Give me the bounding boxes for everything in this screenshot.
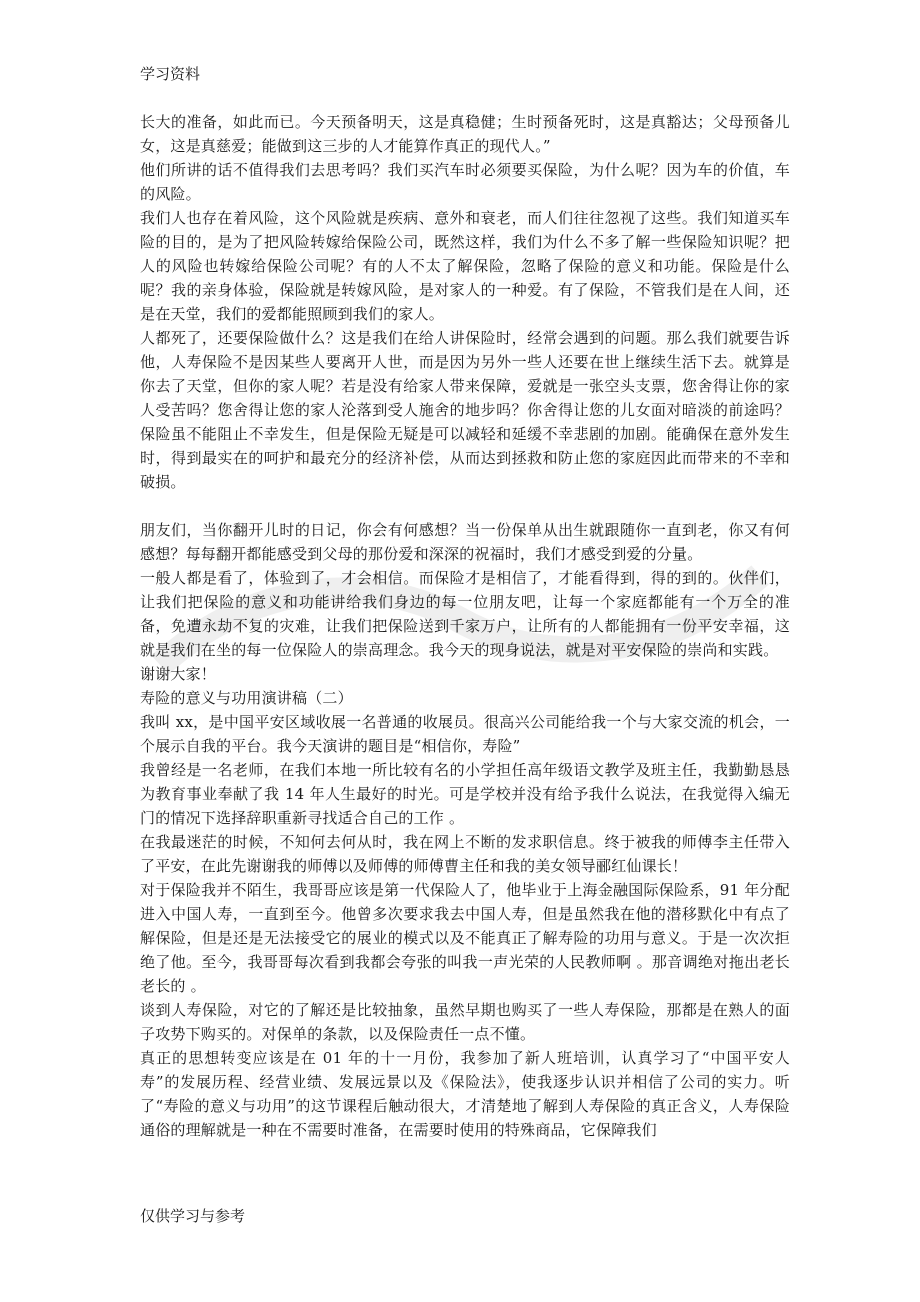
paragraph: 人都死了，还要保险做什么？这是我们在给人讲保险时，经常会遇到的问题。那么我们就要告诉他，人寿保险不是因某些人要离开人世，而是因为另外一些人还要在世上继续生活下去。就算是你去了天堂，但你的家人呢？若是没有给家人带来保障，爱就是一张空头支票，您舍得让你的家人受苦吗？您舍得让您的家人沦落到受人施舍的地步吗？你舍得让您的儿女面对暗淡的前途吗？保险虽不能阻止不幸发生，但是保险无疑是可以减轻和延缓不幸悲剧的加剧。能确保在意外发生时，得到最实在的呵护和最充分的经济补偿，从而达到拯救和防止您的家庭因此而带来的不幸和破损。 <box>140 329 790 491</box>
page-header: 学习资料 <box>140 65 201 83</box>
document-body <box>140 110 790 1142</box>
paragraph: 一般人都是看了，体验到了，才会相信。而保险才是相信了，才能看得到，得的到的。伙伴们，让我们把保险的意义和功能讲给我们身边的每一位朋友吧，让每一个家庭都能有一个万全的准备，免遭永劫不复的灾难，让我们把保险送到千家万户，让所有的人都能拥有一份平安幸福，这就是我们在坐的每一位保险人的崇高理念。我今天的现身说法，就是对平安保险的崇尚和实践。 <box>140 569 790 659</box>
paragraph: 真正的思想转变应该是在 01 年的十一月份，我参加了新人班培训，认真学习了“中国平安人寿”的发展历程、经营业绩、发展远景以及《保险法》，使我逐步认识并相信了公司的实力。听了“寿险的意义与功用”的这节课程后触动很大，才清楚地了解到人寿保险的真正含义，人寿保险通俗的理解就是一种在不需要时准备，在需要时使用的特殊商品，它保障我们 <box>140 1049 790 1139</box>
paragraph-gap <box>140 494 790 518</box>
paragraph: 朋友们，当你翻开儿时的日记，你会有何感想？当一份保单从出生就跟随你一直到老，你又有何感想？每每翻开都能感受到父母的那份爱和深深的祝福时，我们才感受到爱的分量。 <box>140 521 790 563</box>
section-title: 寿险的意义与功用演讲稿（二） <box>140 689 353 707</box>
page-footer: 仅供学习与参考 <box>140 1207 246 1225</box>
paragraph: 他们所讲的话不值得我们去思考吗？我们买汽车时必须要买保险，为什么呢？因为车的价值，车的风险。 <box>140 161 790 203</box>
paragraph: 对于保险我并不陌生，我哥哥应该是第一代保险人了，他毕业于上海金融国际保险系，91 年分配进入中国人寿，一直到至今。他曾多次要求我去中国人寿，但是虽然我在他的潜移默化中有点了解保险，但是还是无法接受它的展业的模式以及不能真正了解寿险的功用与意义。于是一次次拒绝了他。至今，我哥哥每次看到我都会夸张的叫我一声光荣的人民教师啊 。那音调绝对拖出老长老长的 。 <box>140 881 790 995</box>
paragraph: 长大的准备，如此而已。今天预备明天，这是真稳健；生时预备死时，这是真豁达；父母预备儿女，这是真慈爱；能做到这三步的人才能算作真正的现代人。” <box>140 113 790 155</box>
paragraph: 在我最迷茫的时候，不知何去何从时，我在网上不断的发求职信息。终于被我的师傅李主任带入了平安，在此先谢谢我的师傅以及师傅的师傅曹主任和我的美女领导郦红仙课长！ <box>140 833 790 875</box>
paragraph: 谈到人寿保险，对它的了解还是比较抽象，虽然早期也购买了一些人寿保险，那都是在熟人的面子攻势下购买的。对保单的条款，以及保险责任一点不懂。 <box>140 1001 790 1043</box>
closing-thanks: 谢谢大家！ <box>140 665 217 683</box>
paragraph: 我曾经是一名老师，在我们本地一所比较有名的小学担任高年级语文教学及班主任，我勤勤恳恳为教育事业奉献了我 14 年人生最好的时光。可是学校并没有给予我什么说法，在我觉得入编无门的情况下选择辞职重新寻找适合自己的工作 。 <box>140 761 790 827</box>
paragraph: 我们人也存在着风险，这个风险就是疾病、意外和衰老，而人们往往忽视了这些。我们知道买车险的目的，是为了把风险转嫁给保险公司，既然这样，我们为什么不多了解一些保险知识呢？把人的风险也转嫁给保险公司呢？有的人不太了解保险，忽略了保险的意义和功能。保险是什么呢？我的亲身体验，保险就是转嫁风险，是对家人的一种爱。有了保险，不管我们是在人间，还是在天堂，我们的爱都能照顾到我们的家人。 <box>140 209 790 323</box>
paragraph: 我叫 xx，是中国平安区域收展一名普通的收展员。很高兴公司能给我一个与大家交流的机会，一个展示自我的平台。我今天演讲的题目是“相信你，寿险” <box>140 713 790 755</box>
